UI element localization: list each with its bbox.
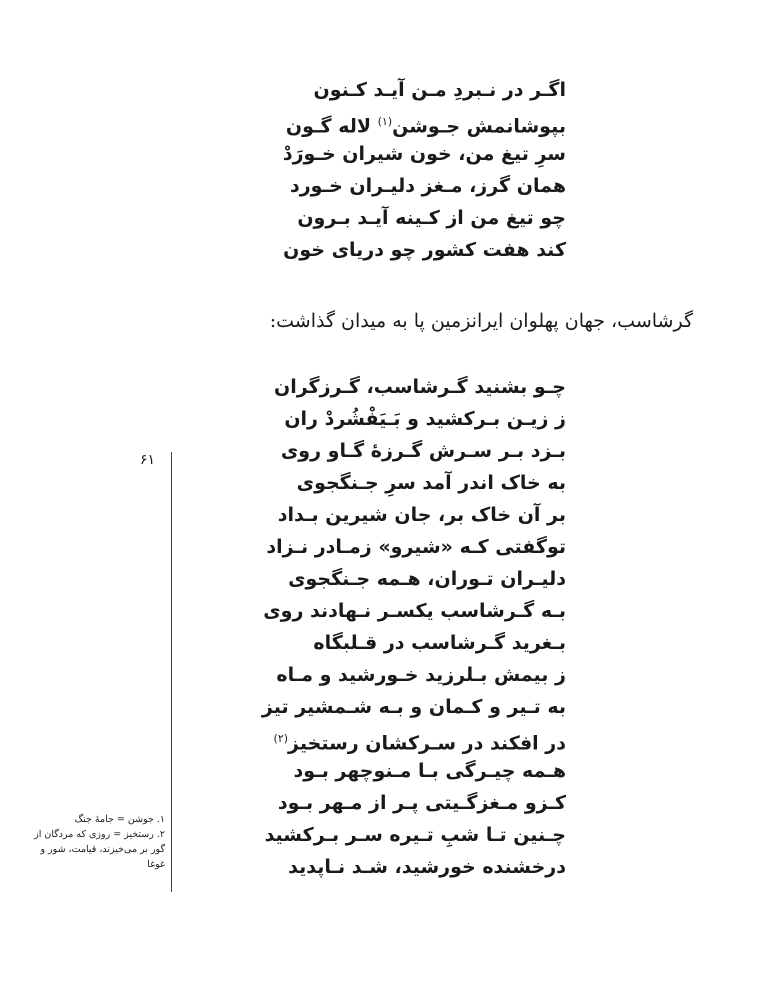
verse-line bbox=[283, 170, 566, 202]
verse-line bbox=[262, 595, 566, 627]
poem-bottom bbox=[262, 371, 566, 883]
poem-top bbox=[283, 74, 566, 266]
verse-line bbox=[262, 435, 566, 467]
verse-text: ز بیمش بـلرزید خـورشید و مـاه bbox=[276, 664, 566, 686]
footnote-marker: (۲) bbox=[273, 732, 289, 745]
verse-text-continued: لاله گـون bbox=[285, 115, 378, 138]
verse-line bbox=[262, 851, 566, 883]
verse-text: بپوشانمش جـوشن bbox=[392, 115, 566, 138]
footnotes bbox=[20, 812, 165, 872]
footnote: ۲. رستخیز = روزی که مردگان از گور بر می‌خیزند، قیامت، شور و غوغا bbox=[34, 829, 165, 870]
verse-line bbox=[262, 563, 566, 595]
verse-text: توگفتی کـه «شیرو» زمـادر نـزاد bbox=[266, 536, 566, 558]
verse-text: چـو بشنید گـرشاسب، گـرزگران bbox=[274, 376, 566, 398]
verse-text: در افکند در سـرکشان رستخیز bbox=[288, 732, 566, 755]
verse-text: کند هفت کشور چو دریای خون bbox=[283, 239, 566, 261]
verse-line bbox=[262, 371, 566, 403]
verse-line bbox=[262, 403, 566, 435]
verse-text: بـغرید گـرشاسب در قـلبگاه bbox=[313, 632, 566, 654]
verse-line bbox=[262, 467, 566, 499]
verse-line bbox=[283, 138, 566, 170]
verse-line bbox=[262, 755, 566, 787]
verse-text: بـزد بـر سـرش گـرزهٔ گـاو روی bbox=[280, 440, 566, 462]
verse-line bbox=[262, 723, 566, 755]
verse-line bbox=[262, 659, 566, 691]
verse-line bbox=[283, 74, 566, 106]
verse-line bbox=[262, 787, 566, 819]
verse-text: بـه گـرشاسب یکسـر نـهادند روی bbox=[263, 600, 566, 622]
verse-text: چـنین تـا شبِ تـیره سـر بـرکشید bbox=[264, 824, 566, 846]
verse-line bbox=[283, 202, 566, 234]
verse-text: چو تیغ من از کـینه آیـد بـرون bbox=[297, 207, 566, 229]
verse-line bbox=[262, 691, 566, 723]
verse-line bbox=[283, 106, 566, 138]
verse-text: همان گرز، مـغز دلیـران خـورد bbox=[289, 175, 566, 197]
verse-line bbox=[283, 234, 566, 266]
page-number: ۶۱ bbox=[140, 452, 156, 468]
verse-text: دلیـران تـوران، هـمه جـنگجوی bbox=[288, 568, 566, 590]
footnote-marker: (۱) bbox=[377, 115, 393, 128]
verse-text: کـزو مـغزگـیتی پـر از مـهر بـود bbox=[277, 792, 566, 814]
verse-line bbox=[262, 499, 566, 531]
prose-line: گرشاسب، جهان پهلوان ایرانزمین پا به میدان گذاشت: bbox=[269, 310, 693, 332]
verse-text: سرِ تیغ من، خون شیران خـورَدْ bbox=[282, 143, 566, 165]
verse-text: ز زیـن بـرکشید و بَـیَفْشُردْ ران bbox=[284, 408, 566, 430]
margin-rule bbox=[171, 452, 172, 892]
verse-text: اگـر در نـبردِ مـن آیـد کـنون bbox=[313, 79, 566, 101]
verse-text: به تـیر و کـمان و بـه شـمشیر تیز bbox=[261, 696, 566, 718]
verse-text: بر آن خاک بر، جان شیرین بـداد bbox=[277, 504, 566, 526]
verse-text: هـمه چیـرگی بـا مـنوچهر بـود bbox=[293, 760, 566, 782]
verse-line bbox=[262, 531, 566, 563]
footnote: ۱. جوشن = جامهٔ جنگ bbox=[74, 814, 165, 825]
verse-text: به خاک اندر آمد سرِ جـنگجوی bbox=[296, 472, 566, 494]
verse-text: درخشنده خورشید، شـد نـاپدید bbox=[288, 856, 566, 878]
verse-line bbox=[262, 819, 566, 851]
verse-line bbox=[262, 627, 566, 659]
